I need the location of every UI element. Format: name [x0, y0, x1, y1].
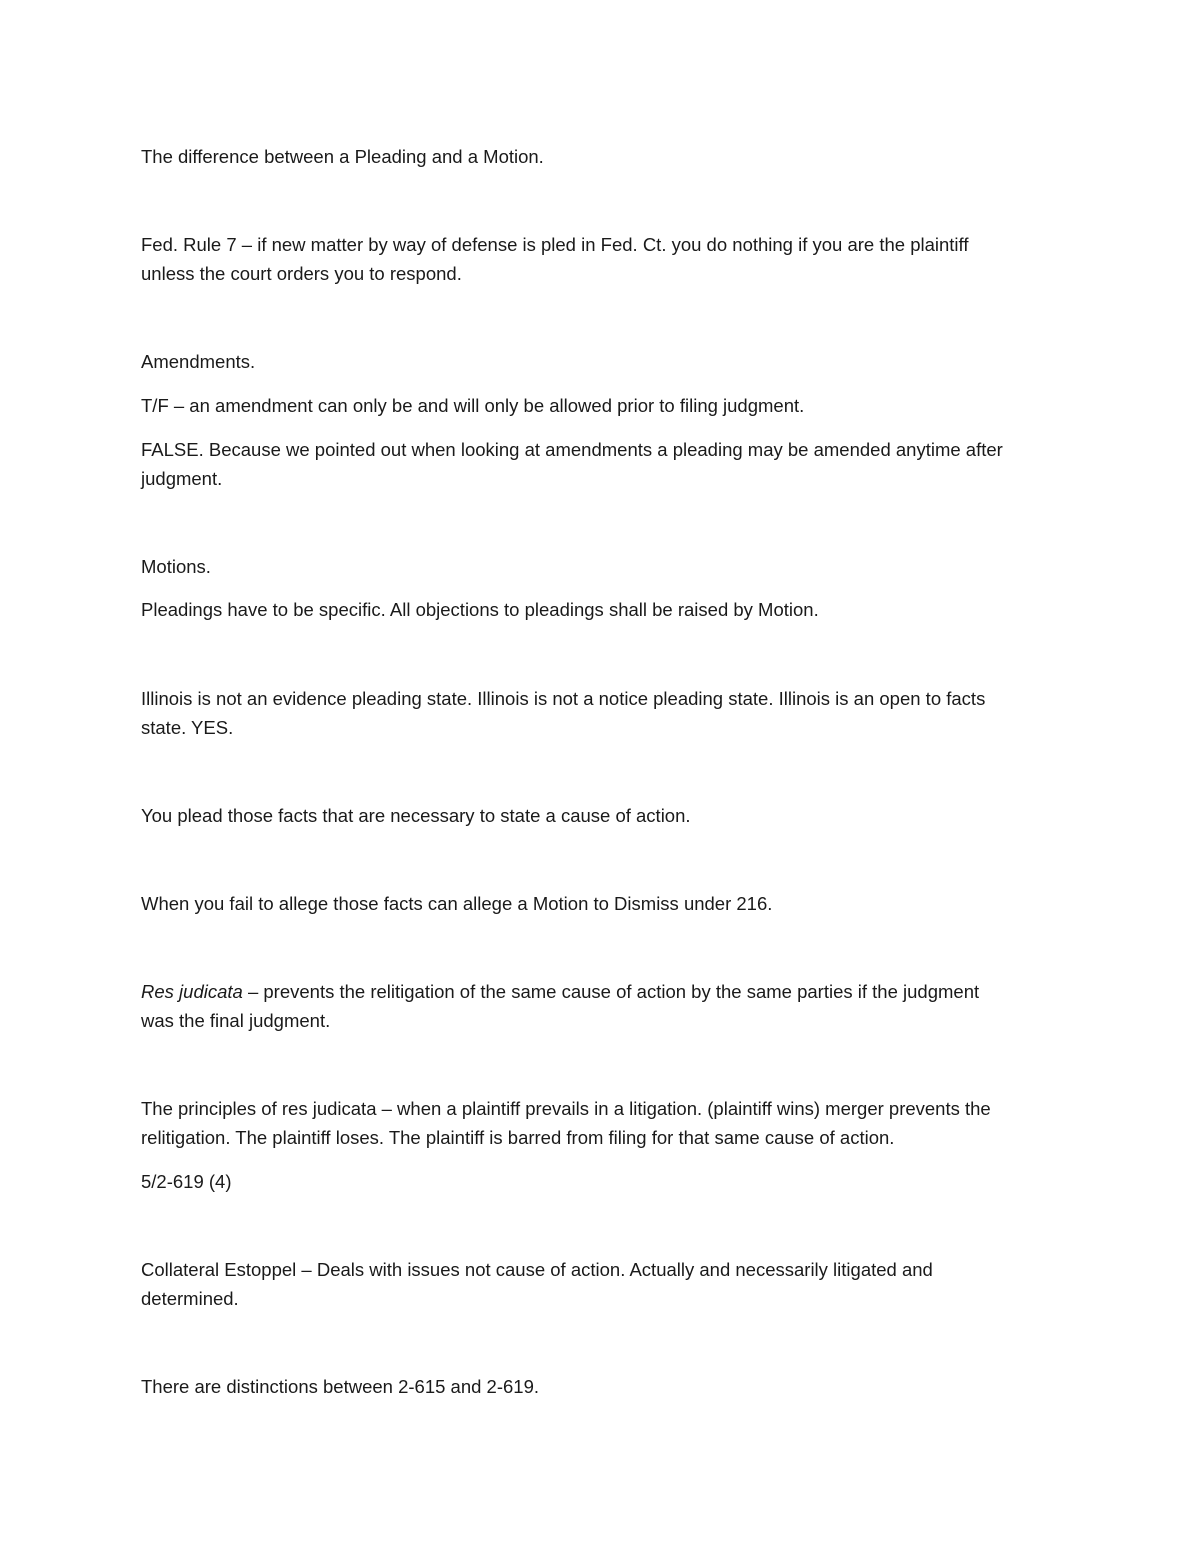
heading-amendments: Amendments. — [141, 351, 256, 372]
illinois-pleading-line-1: Illinois is not an evidence pleading state. Illinois is not a notice pleading state. Illinois is an open to facts — [141, 688, 986, 709]
fed-rule-7-line-1: Fed. Rule 7 – if new matter by way of defense is pled in Fed. Ct. you do nothing if you are the plaintiff — [141, 234, 969, 255]
heading-pleading-vs-motion: The difference between a Pleading and a Motion. — [141, 146, 544, 167]
pleadings-specific: Pleadings have to be specific. All objections to pleadings shall be raised by Motion. — [141, 599, 819, 620]
motion-to-dismiss: When you fail to allege those facts can allege a Motion to Dismiss under 216. — [141, 893, 773, 914]
res-judicata-definition: – prevents the relitigation of the same cause of action by the same parties if the judgment — [242, 981, 980, 1002]
res-judicata-line-2: was the final judgment. — [141, 1010, 331, 1031]
res-judicata-term: Res judicata — [141, 981, 243, 1002]
amendment-answer-line-2: judgment. — [141, 468, 223, 489]
res-judicata-line-1 — [141, 977, 1071, 1006]
statute-citation: 5/2-619 (4) — [141, 1171, 232, 1192]
plead-facts: You plead those facts that are necessary to state a cause of action. — [141, 805, 691, 826]
amendment-true-false: T/F – an amendment can only be and will only be allowed prior to filing judgment. — [141, 395, 805, 416]
distinctions-line: There are distinctions between 2-615 and 2-619. — [141, 1376, 540, 1397]
principles-line-1: The principles of res judicata – when a plaintiff prevails in a litigation. (plaintiff wins) merger prevents the — [141, 1098, 991, 1119]
collateral-estoppel-line-2: determined. — [141, 1288, 239, 1309]
amendment-answer-line-1: FALSE. Because we pointed out when looking at amendments a pleading may be amended anytime after — [141, 439, 1003, 460]
principles-line-2: relitigation. The plaintiff loses. The plaintiff is barred from filing for that same cause of action. — [141, 1127, 895, 1148]
heading-motions: Motions. — [141, 556, 211, 577]
fed-rule-7-line-2: unless the court orders you to respond. — [141, 263, 462, 284]
collateral-estoppel-line-1: Collateral Estoppel – Deals with issues not cause of action. Actually and necessarily litigated and — [141, 1259, 933, 1280]
illinois-pleading-line-2: state. YES. — [141, 717, 234, 738]
